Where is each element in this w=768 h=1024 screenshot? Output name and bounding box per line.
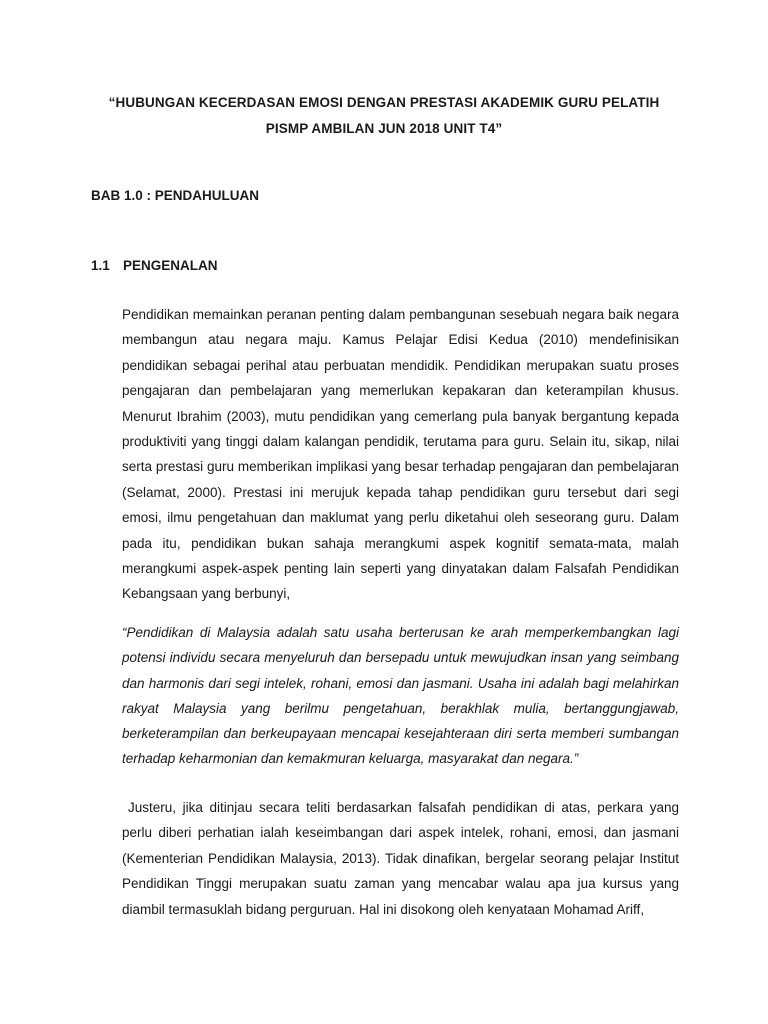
section-title: PENGENALAN bbox=[123, 258, 218, 273]
document-title-line-2: PISMP AMBILAN JUN 2018 UNIT T4” bbox=[265, 121, 503, 136]
philosophy-quote: “Pendidikan di Malaysia adalah satu usaha berterusan ke arah memperkembangkan lagi potensi individu secara menyeluruh dan bersepadu untuk mewujudkan insan yang seimbang dan harmonis dari segi intelek, rohani, emosi dan jasmani. Usaha ini adalah bagi melahirkan rakyat Malaysia yang berilmu pengetahuan, berakhlak mulia, bertanggungjawab, berketerampilan dan berkeupayaan mencapai kesejahteraan diri serta memberi sumbangan terhadap keharmonian dan kemakmuran keluarga, masyarakat dan negara.” bbox=[122, 625, 679, 767]
body-paragraph-2-text: Justeru, jika ditinjau secara teliti berdasarkan falsafah pendidikan di atas, perkara yang perlu diberi perhatian ialah keseimbangan dari aspek intelek, rohani, emosi, dan jasmani (Kementerian Pendidikan Malaysia, 2013). Tidak dinafikan, bergelar seorang pelajar Institut Pendidikan Tinggi merupakan suatu zaman yang mencabar walau apa jua kursus yang diambil termasuklah bidang perguruan. Hal ini disokong oleh kenyataan Mohamad Ariff, bbox=[122, 800, 679, 917]
section-number: 1.1 bbox=[91, 258, 110, 273]
chapter-heading: BAB 1.0 : PENDAHULUAN bbox=[91, 188, 260, 203]
body-paragraph-2 bbox=[122, 795, 679, 922]
body-paragraph-1: Pendidikan memainkan peranan penting dalam pembangunan sesebuah negara baik negara membangun atau negara maju. Kamus Pelajar Edisi Kedua (2010) mendefinisikan pendidikan sebagai perihal atau perbuatan mendidik. Pendidikan merupakan suatu proses pengajaran dan pembelajaran yang memerlukan kepakaran dan keterampilan khusus. Menurut Ibrahim (2003), mutu pendidikan yang cemerlang pula banyak bergantung kepada produktiviti yang tinggi dalam kalangan pendidik, terutama para guru. Selain itu, sikap, nilai serta prestasi guru memberikan implikasi yang besar terhadap pengajaran dan pembelajaran (Selamat, 2000). Prestasi ini merujuk kepada tahap pendidikan guru tersebut dari segi emosi, ilmu pengetahuan dan maklumat yang perlu diketahui oleh seseorang guru. Dalam pada itu, pendidikan bukan sahaja merangkumi aspek kognitif semata-mata, malah merangkumi aspek-aspek penting lain seperti yang dinyatakan dalam Falsafah Pendidikan Kebangsaan yang berbunyi, bbox=[122, 307, 679, 602]
document-title-line-1: “HUBUNGAN KECERDASAN EMOSI DENGAN PRESTASI AKADEMIK GURU PELATIH bbox=[108, 95, 660, 110]
